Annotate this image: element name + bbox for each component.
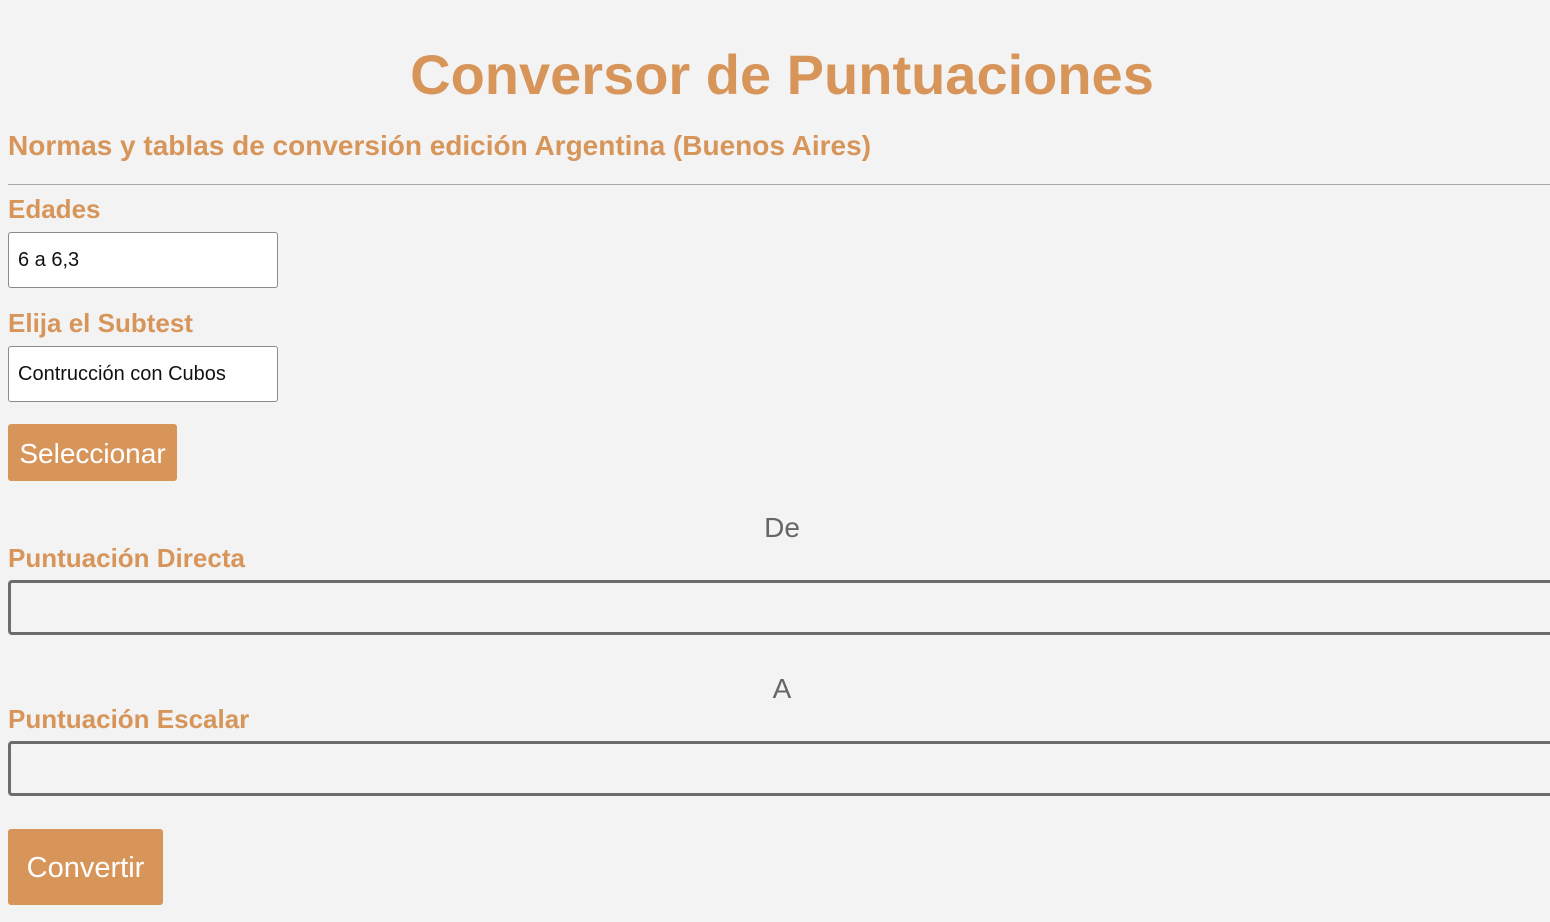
age-select[interactable]: 6 a 6,3 [8,232,278,288]
subtest-select[interactable]: Contrucción con Cubos [8,346,278,402]
from-label: De [764,512,800,543]
header-divider [8,184,1550,185]
subtest-label: Elija el Subtest [8,308,193,338]
scaled-score-label: Puntuación Escalar [8,704,250,734]
convert-button[interactable]: Convertir [8,829,163,905]
direct-score-input[interactable] [8,580,1550,635]
direct-score-label: Puntuación Directa [8,543,245,573]
norms-subtitle: Normas y tablas de conversión edición Argentina (Buenos Aires) [8,130,872,161]
to-label: A [772,673,792,704]
age-label: Edades [8,194,101,224]
select-button[interactable]: Seleccionar [8,424,177,481]
scaled-score-input[interactable] [8,741,1550,796]
page-title: Conversor de Puntuaciones [410,43,1154,106]
